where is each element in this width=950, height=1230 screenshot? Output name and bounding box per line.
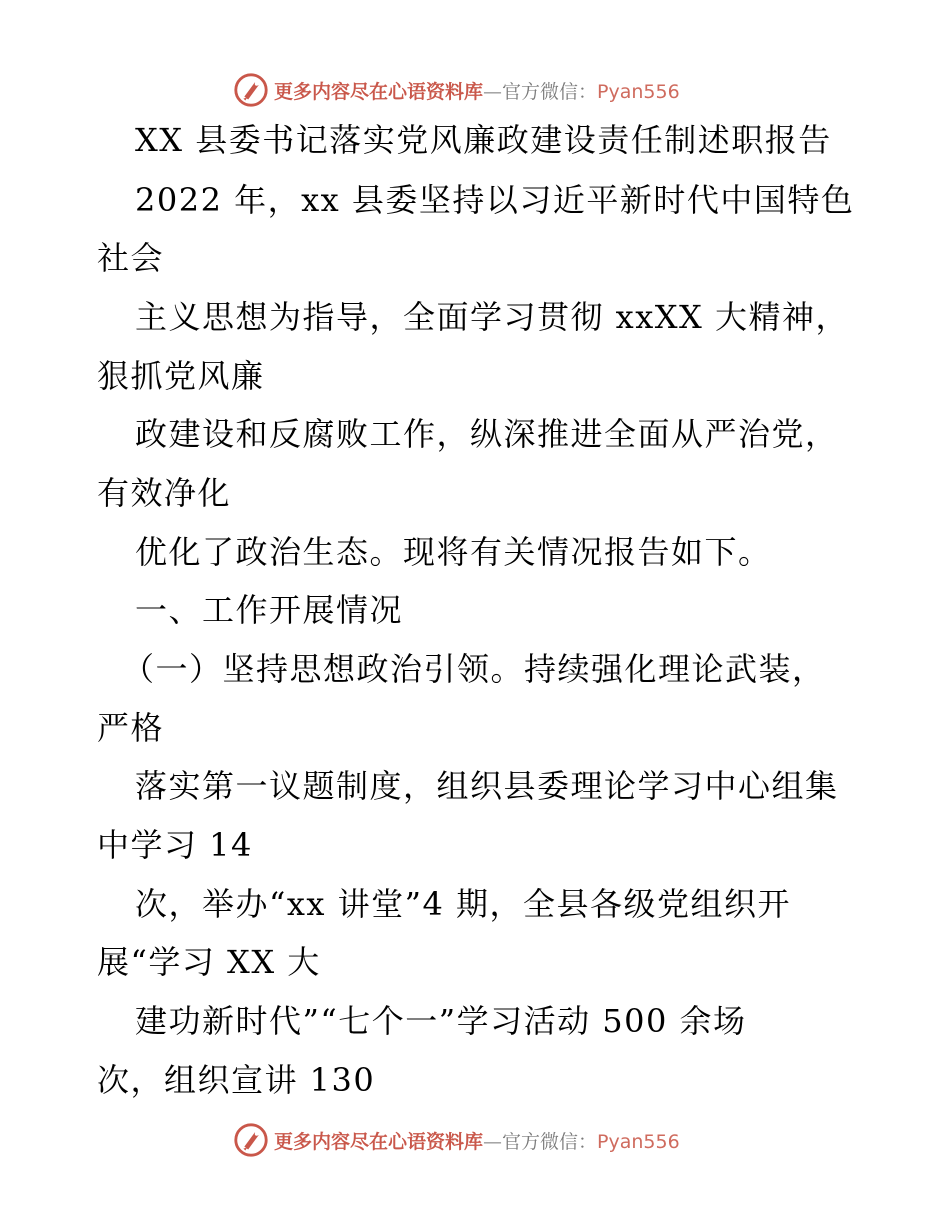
body-line: 建功新时代”“七个一”学习活动 500 余场 [135,1002,747,1040]
header-watermark [232,70,680,110]
watermark-wechat-id: Pyan556 [597,80,680,103]
watermark-dash: — [483,80,503,103]
body-line: 社会 [97,239,165,277]
body-line: 中学习 14 [97,826,253,864]
body-line: 狠抓党风廉 [97,357,265,395]
body-line: 落实第一议题制度，组织县委理论学习中心组集 [135,767,839,805]
watermark-site-text: 更多内容尽在心语资料库 [274,1130,484,1153]
body-line: 展“学习 XX 大 [97,943,321,981]
body-line: 政建设和反腐败工作，纵深推进全面从严治党， [135,415,839,453]
pen-nib-seal-icon [232,1121,270,1159]
body-line: 主义思想为指导，全面学习贯彻 xxXX 大精神， [135,298,850,336]
body-line: 2022 年，xx 县委坚持以习近平新时代中国特色 [135,181,855,219]
body-line: 次，举办“xx 讲堂”4 期，全县各级党组织开 [135,885,792,923]
footer-watermark [232,1120,680,1160]
body-line: 有效净化 [97,474,232,512]
body-line: 严格 [97,709,165,747]
watermark-official-text: 官方微信： [502,80,598,103]
body-line: 优化了政治生态。现将有关情况报告如下。 [135,533,772,571]
watermark-official-text: 官方微信： [502,1130,598,1153]
watermark-site-text: 更多内容尽在心语资料库 [274,80,484,103]
subsection-heading: （一）坚持思想政治引领。持续强化理论武装， [122,650,826,688]
watermark-text [274,77,680,104]
body-line: 次，组织宣讲 130 [97,1061,376,1099]
watermark-wechat-id: Pyan556 [597,1130,680,1153]
watermark-text [274,1127,680,1154]
pen-nib-seal-icon [232,71,270,109]
section-heading: 一、工作开展情况 [135,591,404,629]
document-title: XX 县委书记落实党风廉政建设责任制述职报告 [135,121,832,159]
watermark-dash: — [483,1130,503,1153]
